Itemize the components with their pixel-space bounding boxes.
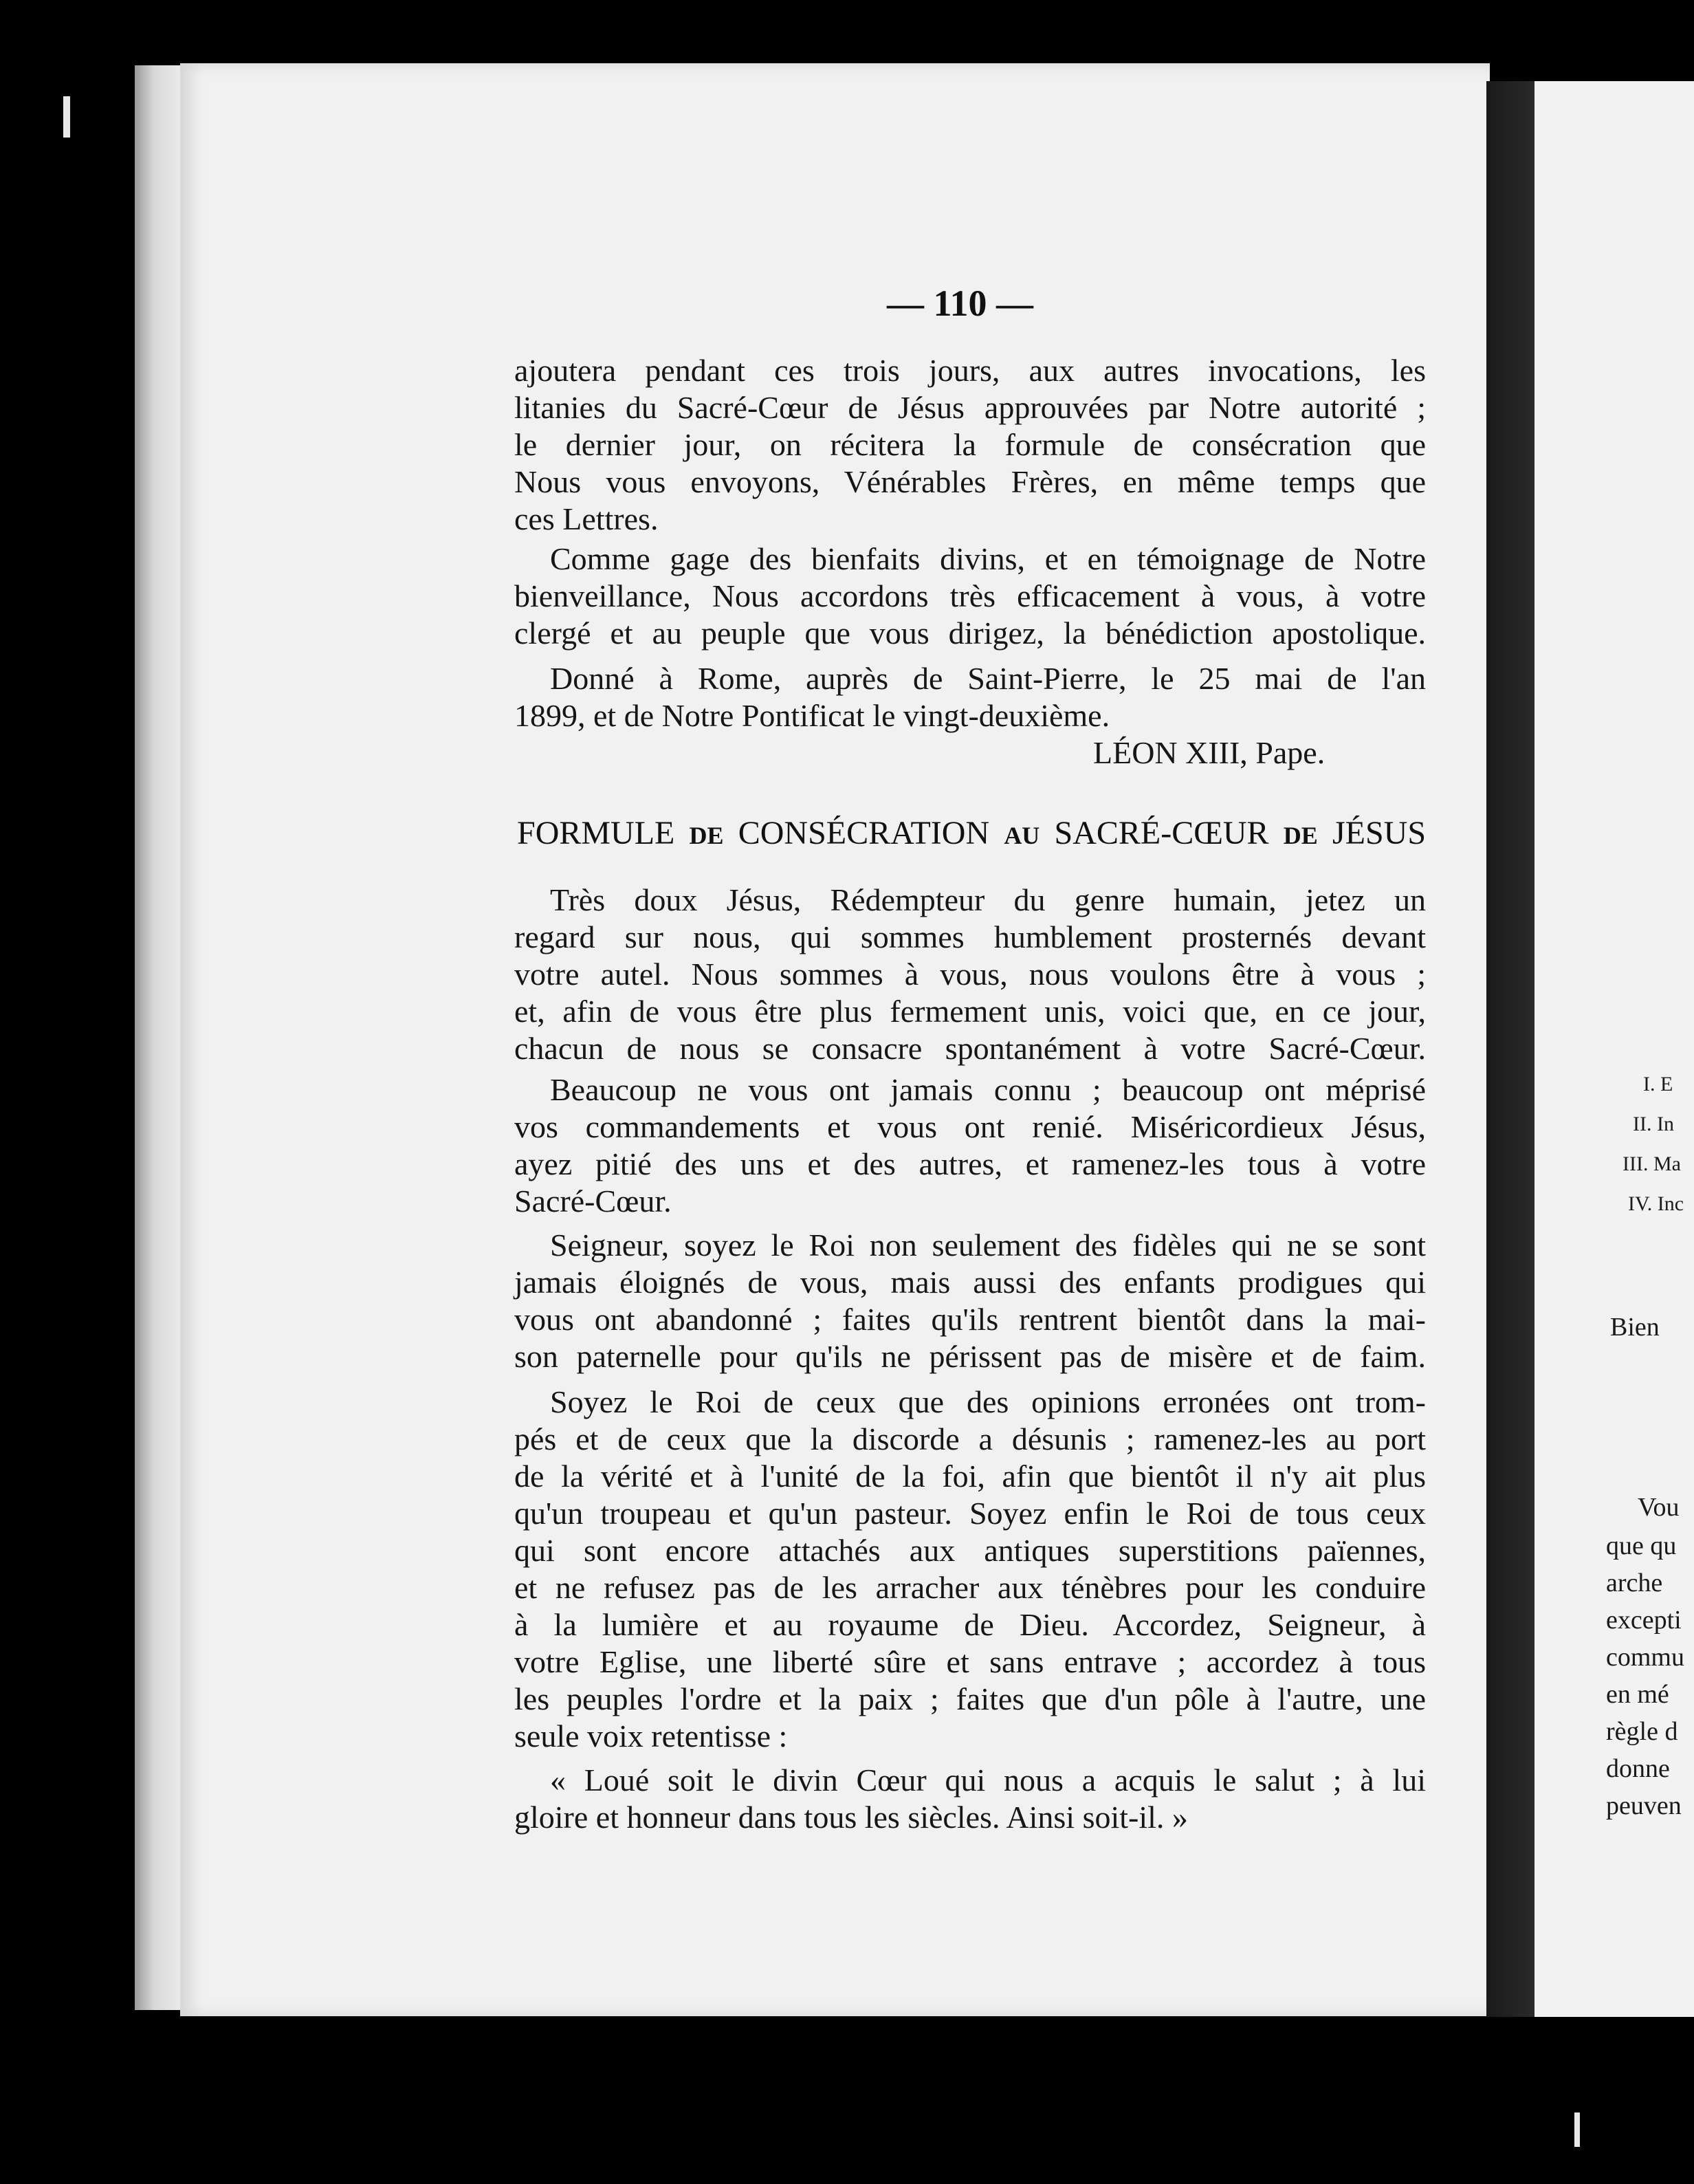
text-line: qui sont encore attachés aux antiques superstitions païennes,: [514, 1533, 1426, 1568]
text-line: regard sur nous, qui sommes humblement prosternés devant: [514, 919, 1426, 954]
text-line: gloire et honneur dans tous les siècles. Ainsi soit-il. »: [514, 1800, 1188, 1835]
text-line: Sacré-Cœur.: [514, 1183, 672, 1219]
text-line: « Loué soit le divin Cœur qui nous a acquis le salut ; à lui: [550, 1762, 1426, 1798]
text-line: Donné à Rome, auprès de Saint-Pierre, le 25 mai de l'an: [550, 661, 1426, 696]
text-line: son paternelle pour qu'ils ne périssent pas de misère et de faim.: [514, 1339, 1426, 1374]
signature: LÉON XIII, Pape.: [1093, 735, 1326, 770]
section-heading: [517, 814, 1426, 852]
heading-word: CONSÉCRATION: [738, 815, 990, 851]
facing-text-line: Vou: [1638, 1493, 1680, 1522]
text-line: votre Eglise, une liberté sûre et sans entrave ; accordez à tous: [514, 1644, 1426, 1679]
text-line: ayez pitié des uns et des autres, et ramenez-les tous à votre: [514, 1146, 1426, 1181]
text-line: ajoutera pendant ces trois jours, aux autres invocations, les: [514, 353, 1426, 388]
text-line: votre autel. Nous sommes à vous, nous voulons être à vous ;: [514, 957, 1426, 992]
facing-list-item: I. E: [1643, 1073, 1673, 1095]
facing-text-line: que qu: [1606, 1531, 1677, 1560]
text-line: Soyez le Roi de ceux que des opinions erronées ont trom-: [550, 1384, 1426, 1419]
facing-text-line: donne: [1606, 1754, 1670, 1783]
book-gutter: [1486, 81, 1534, 2017]
text-line: seule voix retentisse :: [514, 1718, 788, 1754]
facing-list-item: IV. Inc: [1628, 1192, 1684, 1215]
text-line: vous ont abandonné ; faites qu'ils rentrent bientôt dans la mai-: [514, 1302, 1426, 1337]
text-line: ces Lettres.: [514, 501, 659, 536]
text-line: Seigneur, soyez le Roi non seulement des fidèles qui ne se sont: [550, 1227, 1426, 1263]
scan-mark: [63, 96, 70, 138]
heading-word: DE: [1283, 822, 1318, 849]
text-line: de la vérité et à l'unité de la foi, afin que bientôt il n'y ait plus: [514, 1459, 1426, 1494]
text-line: les peuples l'ordre et la paix ; faites que d'un pôle à l'autre, une: [514, 1681, 1426, 1716]
text-line: et ne refusez pas de les arracher aux ténèbres pour les conduire: [514, 1570, 1426, 1605]
text-line: clergé et au peuple que vous dirigez, la bénédiction apostolique.: [514, 615, 1426, 651]
facing-page: [1534, 81, 1694, 2017]
heading-word: JÉSUS: [1332, 815, 1427, 851]
text-line: 1899, et de Notre Pontificat le vingt-deuxième.: [514, 698, 1110, 733]
text-line: vos commandements et vous ont renié. Miséricordieux Jésus,: [514, 1109, 1426, 1144]
heading-word: SACRÉ-CŒUR: [1054, 815, 1269, 851]
text-line: qu'un troupeau et qu'un pasteur. Soyez enfin le Roi de tous ceux: [514, 1496, 1426, 1531]
text-line: le dernier jour, on récitera la formule de consécration que: [514, 427, 1426, 462]
facing-text-line: arche: [1606, 1569, 1663, 1597]
text-line: à la lumière et au royaume de Dieu. Accordez, Seigneur, à: [514, 1607, 1426, 1642]
text-line: Beaucoup ne vous ont jamais connu ; beaucoup ont méprisé: [550, 1072, 1426, 1107]
heading-word: AU: [1004, 822, 1040, 849]
facing-text-line: en mé: [1606, 1680, 1669, 1709]
facing-list-item: III. Ma: [1622, 1153, 1681, 1175]
text-line: jamais éloignés de vous, mais aussi des enfants prodigues qui: [514, 1265, 1426, 1300]
page-edge-strip: [135, 65, 183, 2010]
facing-text-line: règle d: [1606, 1717, 1678, 1746]
text-line: Nous vous envoyons, Vénérables Frères, en même temps que: [514, 464, 1426, 499]
facing-text-line: commu: [1606, 1643, 1684, 1672]
page-number: — 110 —: [887, 283, 1034, 324]
heading-word: FORMULE: [517, 815, 675, 851]
facing-list-item: II. In: [1633, 1113, 1674, 1135]
text-line: Comme gage des bienfaits divins, et en témoignage de Notre: [550, 541, 1426, 576]
facing-text-line: excepti: [1606, 1606, 1682, 1635]
text-line: litanies du Sacré-Cœur de Jésus approuvées par Notre autorité ;: [514, 390, 1426, 425]
text-line: bienveillance, Nous accordons très efficacement à vous, à votre: [514, 578, 1426, 613]
text-line: Très doux Jésus, Rédempteur du genre humain, jetez un: [550, 882, 1426, 917]
facing-text-line: peuven: [1606, 1791, 1682, 1820]
text-line: pés et de ceux que la discorde a désunis ; ramenez-les au port: [514, 1421, 1426, 1456]
scan-mark: [1574, 2112, 1580, 2147]
text-line: chacun de nous se consacre spontanément à votre Sacré-Cœur.: [514, 1031, 1426, 1066]
text-line: et, afin de vous être plus fermement unis, voici que, en ce jour,: [514, 994, 1426, 1029]
heading-word: DE: [689, 822, 724, 849]
facing-text-line: Bien: [1610, 1313, 1660, 1342]
